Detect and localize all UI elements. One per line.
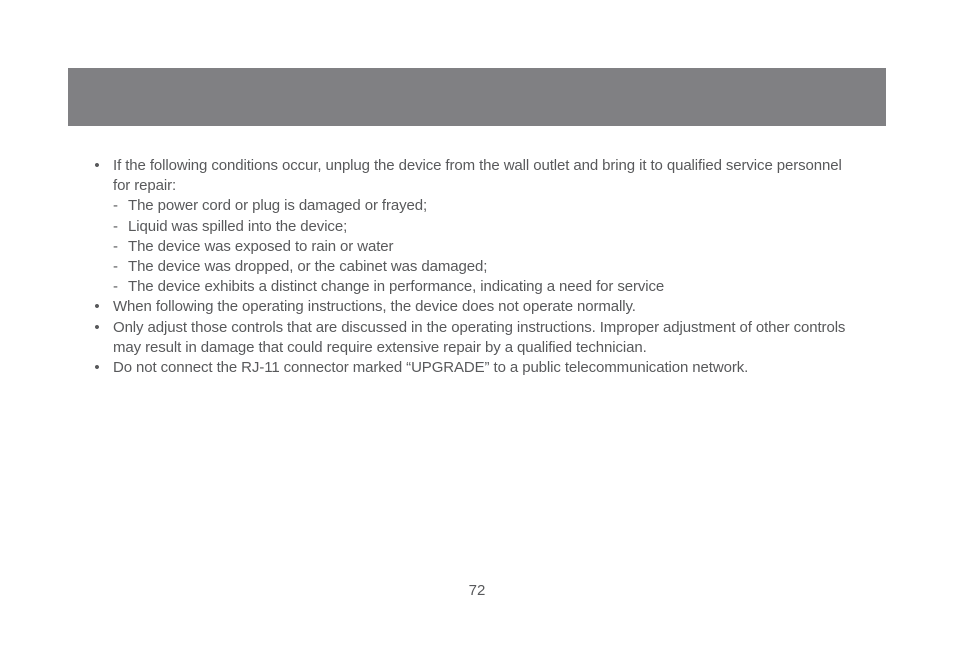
bullet-icon: • — [94, 318, 100, 336]
dash-icon: - — [113, 197, 118, 215]
sub-item-text: The power cord or plug is damaged or frayed; — [128, 197, 428, 215]
bullet-icon: • — [94, 359, 100, 377]
sub-item-text: The device was dropped, or the cabinet was damaged; — [128, 258, 488, 276]
sub-item-text: The device was exposed to rain or water — [128, 237, 394, 255]
list-item — [91, 297, 851, 317]
sub-list-item — [113, 237, 851, 257]
page-content — [91, 156, 851, 378]
dash-icon: - — [113, 278, 118, 296]
bullet-text: Do not connect the RJ-11 connector marked “UPGRADE” to a public telecommunication network. — [113, 359, 749, 377]
bullet-text: When following the operating instructions, the device does not operate normally. — [113, 298, 636, 316]
header-bar — [68, 68, 886, 126]
list-item — [91, 318, 851, 358]
dash-icon: - — [113, 217, 118, 235]
sub-list-item — [113, 196, 851, 216]
sub-item-text: Liquid was spilled into the device; — [128, 217, 348, 235]
sub-list-item — [113, 217, 851, 237]
bullet-text: Only adjust those controls that are discussed in the operating instructions. Improper adjustment of other controls may result in damage that could require extensive repair by a qualified technician. — [113, 318, 846, 356]
bullet-text: If the following conditions occur, unplug the device from the wall outlet and bring it to qualified service personnel for repair: — [113, 157, 842, 195]
dash-icon: - — [113, 237, 118, 255]
list-item — [91, 156, 851, 297]
page-number: 72 — [468, 582, 486, 599]
dash-icon: - — [113, 258, 118, 276]
bullet-icon: • — [94, 157, 100, 174]
sub-list-item — [113, 277, 851, 297]
sub-list — [113, 196, 851, 297]
bullet-icon: • — [94, 298, 100, 316]
bullet-list — [91, 156, 851, 378]
sub-list-item — [113, 257, 851, 277]
sub-item-text: The device exhibits a distinct change in performance, indicating a need for service — [128, 278, 665, 296]
list-item — [91, 358, 851, 378]
